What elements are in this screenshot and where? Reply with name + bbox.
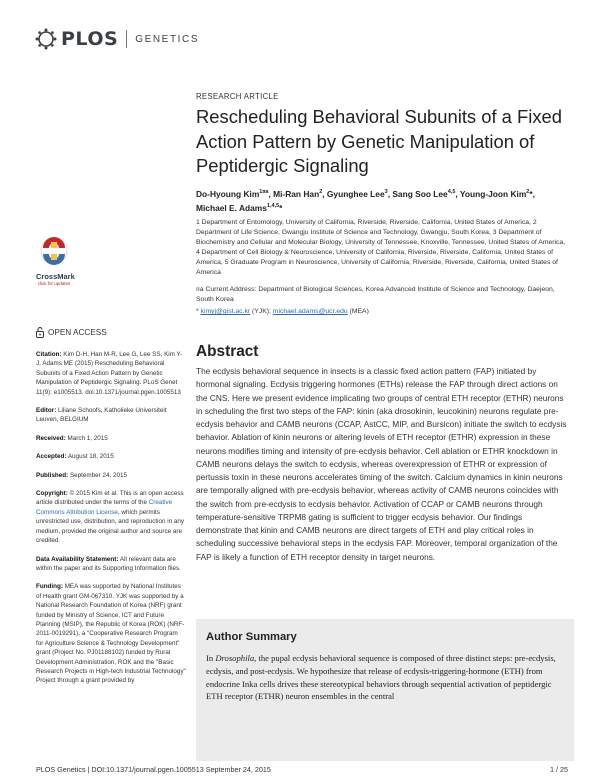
editor-block <box>36 406 186 425</box>
data-availability-text: All relevant data are within the paper and its Supporting Information files. <box>36 555 181 572</box>
accepted-block <box>36 452 186 461</box>
footer-citation: PLOS Genetics | DOI:10.1371/journal.pgen.1005513 September 24, 2015 <box>36 765 271 774</box>
author-name[interactable]: Do-Hyoung Kim <box>196 188 260 199</box>
data-availability-block <box>36 555 186 574</box>
funding-text: MEA was supported by National Institutes of Health grant GM-067310. YJK was supported by a National Research Foundation of Korea (NRF) grant funded by Ministry of Science, ICT and Future Planning (MSIP), the Republic of Korea (ROK) (NRF-2011-0019291), a "Cooperative Research Program for Agriculture Science & Technology Development" grant (Project No. PJ01188102) funded by Rural Development Administration, ROK and the "Basic Research Projects in High-tech Industrial Technology" Project through a grant provided by <box>36 583 186 685</box>
copyright-label: Copyright: <box>36 490 68 498</box>
journal-name: GENETICS <box>135 34 200 45</box>
editor-label: Editor: <box>36 407 57 415</box>
abstract-heading: Abstract <box>196 343 259 360</box>
crossmark-icon <box>39 236 69 266</box>
published-block <box>36 471 186 480</box>
author-summary-box <box>196 619 574 761</box>
author-affil: 2 <box>526 189 530 195</box>
email-link[interactable]: michael.adams@ucr.edu <box>272 308 348 315</box>
open-lock-icon <box>36 327 44 338</box>
corresp-mark: * <box>196 308 201 315</box>
author-name[interactable]: Michael E. Adams <box>196 203 267 214</box>
citation-text: Kim D-H, Han M-R, Lee G, Lee SS, Kim Y-J, Adams ME (2015) Rescheduling Behavioral Subunits of a Fixed Action Pattern by Genetic Manipulation of Peptidergic Signaling. PLoS Genet 11(9): e1005513. doi:10.1371/journal.pgen.1005513 <box>36 351 183 396</box>
page-number: 1 / 25 <box>550 765 568 774</box>
corresponding-mark: * <box>529 188 533 199</box>
plos-dots-icon <box>34 27 58 51</box>
copyright-block <box>36 489 186 545</box>
author-affil: 1¤a <box>259 189 269 195</box>
author-affil: 3 <box>384 189 388 195</box>
published-text: September 24, 2015 <box>69 471 127 479</box>
author-summary-heading: Author Summary <box>206 631 297 643</box>
article-type: RESEARCH ARTICLE <box>196 92 279 101</box>
author-name[interactable]: , Gyunghee Lee <box>322 188 385 199</box>
crossmark-sub: click for updates <box>37 281 71 286</box>
brand-name: PLOS <box>61 28 119 50</box>
funding-label: Funding: <box>36 583 63 591</box>
email-link[interactable]: kimyj@gist.ac.kr <box>200 308 251 315</box>
received-text: March 1, 2015 <box>67 434 108 442</box>
email-owner: (YJK); <box>250 308 273 315</box>
author-name[interactable]: , Young-Joon Kim <box>455 188 527 199</box>
author-list: Do-Hyoung Kim$^{1¤a}$, Mi-Ran Han$^2$, Gyunghee Lee$^3$, Sang Soo Lee$^{4,5}$, Young-Joon Kim$^2$*, Michael E. Adams$^{1,4,5}$* <box>196 188 535 214</box>
data-availability-label: Data Availability Statement: <box>36 555 119 563</box>
received-block <box>36 434 186 443</box>
abstract-text: The ecdysis behavioral sequence in insects is a classic fixed action pattern (FAP) initiated by hormonal signaling. Ecdysis triggering hormones (ETHs) release the FAP through direct actions on the CNS. Here we present evidence implicating two groups of central ETH receptor (ETHR) neurons in scheduling the first two steps of the FAP: kinin (aka drosokinin, leucokinin) neurons regulate pre-ecdysis behavior and CAMB neurons (CCAP, AstCC, MIP, and Bursicon) initiate the switch to ecdysis behavior. Ablation of kinin neurons or altering levels of ETH receptor (ETHR) expression in these neurons modifies timing and intensity of pre-ecdysis behavior. Cell ablation or ETHR knockdown in CAMB neurons delays the switch to ecdysis, whereas overexpression of ETHR or expression of pertussis toxin in these neurons accelerates timing of the switch. Calcium dynamics in kinin neurons are temporally aligned with pre-ecdysis behavior, whereas activity of CAMB neurons coincides with the switch from pre-ecdysis to ecdysis behavior. Activation of CCAP or CAMB neurons through temperature-sensitive TRPM8 gating is sufficient to trigger ecdysis behavior. Our findings demonstrate that kinin and CAMB neurons are direct targets of ETH and play critical roles in scheduling successive behavioral steps in the ecdysis FAP. Moreover, temporal organization of the FAP is likely a function of ETH receptor density in target neurons. <box>196 366 567 562</box>
author-name[interactable]: , Sang Soo Lee <box>387 188 448 199</box>
summary-lead: In Drosophila <box>206 653 255 663</box>
received-label: Received: <box>36 434 66 442</box>
accepted-text: August 18, 2015 <box>67 453 114 461</box>
crossmark-label: CrossMark <box>36 272 75 281</box>
logo-divider <box>126 30 127 48</box>
editor-text: Liliane Schoofs, Katholieke Universiteit Leuven, BELGIUM <box>36 407 167 424</box>
published-label: Published: <box>36 471 69 479</box>
email-owner: (MEA) <box>347 308 369 315</box>
open-access-badge <box>36 327 186 338</box>
citation-label: Citation: <box>36 351 62 358</box>
summary-body: , the pupal ecdysis behavioral sequence is composed of three distinct steps: pre-ecdysis, ecdysis, and post-ecdysis. We hypothesize that release of ecdysis-triggering-hormone (ETH) from endocrine Inka cells drives these stereotypical behaviors through sequential activation of peptidergic ETH receptor (ETHR) neuron ensembles in the central <box>206 653 556 702</box>
copyright-text: © 2015 Kim et al. This is an open access article distributed under the terms of the <box>36 490 184 507</box>
affiliations: 1 Department of Entomology, University of California, Riverside, Riverside, California, United States of America, 2 Department of Life Science, Gwangju Institute of Science and Technology, Gwangju, South Korea, 3 Department of Biochemistry and Cellular and Molecular Biology, University of Tennessee, Knoxville, Tennessee, United States of America, 4 Department of Cell Biology & Neuroscience, University of California, Riverside, Riverside, California, United States of America, 5 Graduate Program in Neuroscience, University of California, Riverside, Riverside, California, United States of America <box>196 219 566 276</box>
author-affil: 2 <box>319 189 323 195</box>
page-footer <box>36 765 568 776</box>
article-sidebar <box>36 327 186 695</box>
article-title: Rescheduling Behavioral Subunits of a Fixed Action Pattern by Genetic Manipulation of Peptidergic Signaling <box>196 106 562 176</box>
author-name[interactable]: , Mi-Ran Han <box>268 188 320 199</box>
author-summary-text <box>206 652 564 703</box>
crossmark-badge[interactable] <box>36 236 75 286</box>
open-access-label: OPEN ACCESS <box>48 327 107 337</box>
author-affil: 1,4,5 <box>266 203 280 210</box>
correspondence <box>196 307 568 317</box>
author-affil: 4,5 <box>447 189 456 195</box>
copyright-text-end: , which permits unrestricted use, distribution, and reproduction in any medium, provided the original author and source are credited. <box>36 508 185 545</box>
license-link[interactable]: Creative Commons Attribution License <box>36 499 173 516</box>
accepted-label: Accepted: <box>36 453 67 461</box>
corresponding-mark: * <box>279 203 283 214</box>
funding-block <box>36 582 186 685</box>
journal-logo[interactable] <box>34 27 199 51</box>
citation-block <box>36 350 186 397</box>
current-address: ¤a Current Address: Department of Biological Sciences, Korea Advanced Institute of Science and Technology, Daejeon, South Korea <box>196 286 555 303</box>
